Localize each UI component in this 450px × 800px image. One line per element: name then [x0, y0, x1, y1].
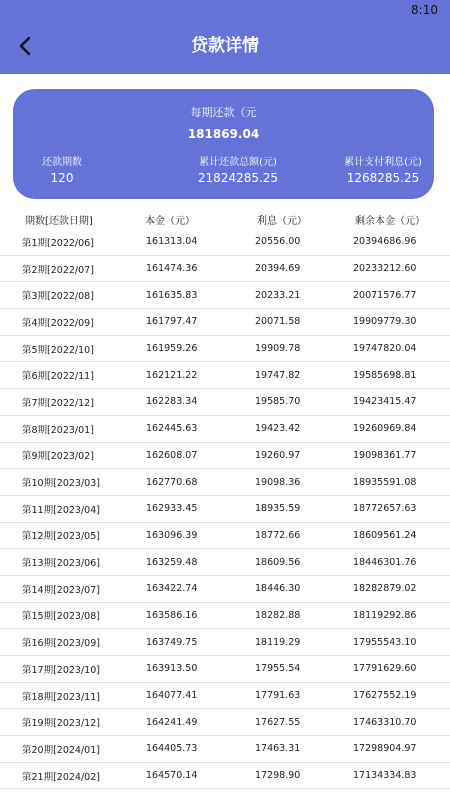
cell-period: 第7期[2022/12] [22, 397, 94, 409]
cell-remaining: 20071576.77 [353, 289, 417, 301]
total-interest-stat [333, 156, 433, 185]
table-header [0, 209, 450, 229]
header-remaining: 剩余本金（元） [355, 215, 425, 227]
cell-period: 第12期[2023/05] [22, 531, 100, 543]
cell-principal: 162608.07 [146, 449, 198, 461]
cell-principal: 163096.39 [146, 529, 198, 541]
table-row [0, 336, 450, 363]
cell-interest: 18772.66 [255, 529, 301, 541]
periods-stat [32, 156, 92, 185]
cell-remaining: 18282879.02 [353, 583, 417, 595]
table-row [0, 309, 450, 336]
table-row [0, 469, 450, 496]
cell-principal: 164241.49 [146, 716, 198, 728]
table-row [0, 389, 450, 416]
table-body [0, 229, 450, 789]
table-row [0, 549, 450, 576]
header-principal: 本金（元） [145, 215, 195, 227]
table-row [0, 656, 450, 683]
cell-remaining: 17463310.70 [353, 716, 417, 728]
table-row [0, 763, 450, 790]
cell-principal: 162933.45 [146, 503, 198, 515]
cell-period: 第13期[2023/06] [22, 558, 100, 570]
header-period: 期数[还款日期] [25, 215, 93, 227]
cell-interest: 18282.88 [255, 609, 301, 621]
cell-interest: 19909.78 [255, 343, 301, 355]
cell-period: 第16期[2023/09] [22, 638, 100, 650]
cell-interest: 17627.55 [255, 716, 301, 728]
monthly-payment-label: 每期还款（元 [190, 106, 257, 119]
total-interest-value: 1268285.25 [346, 171, 420, 185]
cell-principal: 161959.26 [146, 343, 198, 355]
table-row [0, 576, 450, 603]
page-title: 贷款详情 [191, 36, 259, 56]
cell-period: 第5期[2022/10] [22, 344, 94, 356]
cell-period: 第18期[2023/11] [22, 691, 100, 703]
table-row [0, 629, 450, 656]
cell-period: 第1期[2022/06] [22, 237, 94, 249]
cell-principal: 162445.63 [146, 423, 198, 435]
table-row [0, 443, 450, 470]
cell-remaining: 20394686.96 [353, 236, 417, 248]
table-row [0, 683, 450, 710]
cell-remaining: 17955543.10 [353, 636, 417, 648]
cell-remaining: 18772657.63 [353, 503, 417, 515]
cell-period: 第6期[2022/11] [22, 371, 94, 383]
cell-interest: 20394.69 [255, 263, 301, 275]
cell-interest: 20233.21 [255, 289, 301, 301]
cell-period: 第14期[2023/07] [22, 584, 100, 596]
repayment-schedule-table [0, 209, 450, 789]
cell-interest: 18935.59 [255, 503, 301, 515]
cell-period: 第9期[2023/02] [22, 451, 94, 463]
cell-remaining: 18446301.76 [353, 556, 417, 568]
status-bar [0, 0, 450, 19]
cell-remaining: 19098361.77 [353, 449, 417, 461]
cell-period: 第10期[2023/03] [22, 478, 100, 490]
cell-remaining: 19423415.47 [353, 396, 417, 408]
table-row [0, 362, 450, 389]
cell-principal: 161797.47 [146, 316, 198, 328]
total-repayment-stat [168, 156, 308, 185]
cell-remaining: 17791629.60 [353, 663, 417, 675]
cell-principal: 162121.22 [146, 369, 198, 381]
cell-remaining: 19260969.84 [353, 423, 417, 435]
cell-interest: 17955.54 [255, 663, 301, 675]
total-interest-label: 累计支付利息(元) [344, 157, 422, 168]
cell-remaining: 17298904.97 [353, 743, 417, 755]
cell-principal: 163259.48 [146, 556, 198, 568]
cell-period: 第8期[2023/01] [22, 424, 94, 436]
cell-principal: 162770.68 [146, 476, 198, 488]
cell-interest: 19098.36 [255, 476, 301, 488]
cell-period: 第19期[2023/12] [22, 718, 100, 730]
cell-period: 第3期[2022/08] [22, 291, 94, 303]
cell-principal: 164405.73 [146, 743, 198, 755]
cell-interest: 18119.29 [255, 636, 301, 648]
cell-principal: 163422.74 [146, 583, 198, 595]
cell-interest: 17298.90 [255, 770, 301, 782]
cell-principal: 163586.16 [146, 609, 198, 621]
table-row [0, 282, 450, 309]
cell-principal: 163913.50 [146, 663, 198, 675]
table-row [0, 736, 450, 763]
table-row [0, 256, 450, 283]
total-repayment-label: 累计还款总额(元) [199, 157, 277, 168]
cell-principal: 161313.04 [146, 236, 198, 248]
table-row [0, 523, 450, 550]
cell-interest: 19260.97 [255, 449, 301, 461]
summary-card [13, 89, 434, 199]
cell-principal: 162283.34 [146, 396, 198, 408]
periods-value: 120 [50, 171, 74, 185]
cell-principal: 161474.36 [146, 263, 198, 275]
header-interest: 利息（元） [257, 215, 307, 227]
cell-interest: 19747.82 [255, 369, 301, 381]
cell-interest: 19423.42 [255, 423, 301, 435]
cell-period: 第17期[2023/10] [22, 664, 100, 676]
cell-interest: 17463.31 [255, 743, 301, 755]
cell-interest: 20556.00 [255, 236, 301, 248]
cell-interest: 18446.30 [255, 583, 301, 595]
cell-remaining: 17627552.19 [353, 690, 417, 702]
cell-principal: 163749.75 [146, 636, 198, 648]
cell-principal: 164570.14 [146, 770, 198, 782]
cell-period: 第20期[2024/01] [22, 744, 100, 756]
cell-principal: 164077.41 [146, 690, 198, 702]
cell-remaining: 19747820.04 [353, 343, 417, 355]
cell-remaining: 18935591.08 [353, 476, 417, 488]
status-time: 8:10 [411, 2, 438, 17]
cell-period: 第2期[2022/07] [22, 264, 94, 276]
cell-period: 第4期[2022/09] [22, 317, 94, 329]
table-row [0, 496, 450, 523]
cell-remaining: 18609561.24 [353, 529, 417, 541]
app-bar [0, 19, 450, 74]
cell-remaining: 17134334.83 [353, 770, 417, 782]
periods-label: 还款期数 [42, 157, 82, 168]
cell-remaining: 20233212.60 [353, 263, 417, 275]
table-row [0, 416, 450, 443]
table-row [0, 709, 450, 736]
cell-period: 第11期[2023/04] [22, 504, 100, 516]
cell-interest: 19585.70 [255, 396, 301, 408]
cell-period: 第15期[2023/08] [22, 611, 100, 623]
chevron-left-icon [18, 36, 32, 56]
cell-remaining: 19585698.81 [353, 369, 417, 381]
cell-interest: 17791.63 [255, 690, 301, 702]
monthly-payment-amount: 181869.04 [187, 127, 260, 141]
total-repayment-value: 21824285.25 [197, 171, 279, 185]
table-row [0, 603, 450, 630]
back-button[interactable] [12, 33, 38, 59]
cell-remaining: 19909779.30 [353, 316, 417, 328]
cell-remaining: 18119292.86 [353, 609, 417, 621]
table-row [0, 229, 450, 256]
cell-period: 第21期[2024/02] [22, 771, 100, 783]
cell-interest: 20071.58 [255, 316, 301, 328]
cell-principal: 161635.83 [146, 289, 198, 301]
cell-interest: 18609.56 [255, 556, 301, 568]
